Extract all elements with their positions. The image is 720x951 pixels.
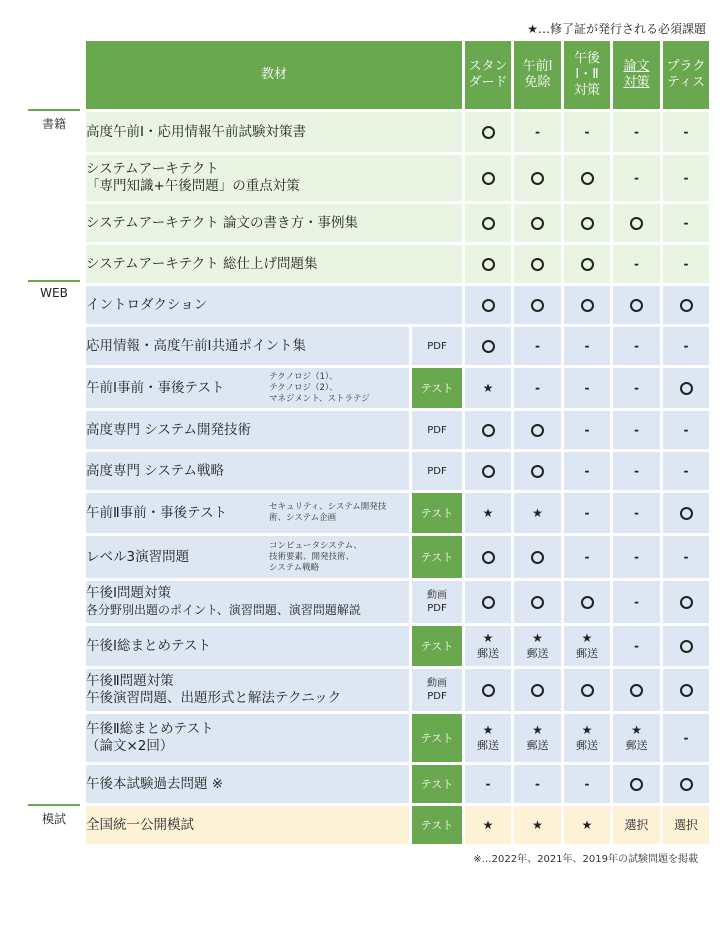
required-task-note: ★…修了証が発行される必須課題	[527, 22, 706, 36]
table-row	[86, 536, 709, 578]
material-name	[86, 245, 462, 283]
not-included-dash: -	[535, 124, 540, 139]
course-mark	[564, 669, 610, 711]
course-mark	[465, 765, 511, 803]
not-included-dash: -	[584, 422, 590, 437]
not-included-dash: -	[584, 338, 590, 353]
course-mark	[564, 626, 610, 666]
required-star-icon: ★	[482, 817, 494, 832]
mail-label: 郵送	[576, 647, 598, 660]
material-name-line: 午後Ⅰ総まとめテスト	[86, 637, 211, 654]
table-row	[86, 155, 709, 201]
course-mark	[663, 245, 709, 283]
included-circle-icon	[680, 778, 693, 791]
material-topic: テクノロジ（2）、	[269, 382, 338, 393]
material-name-line: 「専門知識+午後問題」の重点対策	[86, 178, 300, 194]
included-circle-icon	[680, 507, 693, 520]
course-mark	[514, 368, 561, 408]
not-included-dash: -	[584, 124, 590, 139]
table-header-row	[86, 41, 709, 109]
selectable-label: 選択	[624, 817, 649, 832]
header-standard: スタン ダード	[465, 41, 511, 109]
material-name	[86, 155, 462, 201]
required-star-icon: ★	[581, 631, 593, 645]
course-mark	[564, 493, 610, 533]
course-mark	[465, 806, 511, 844]
required-star-icon: ★	[532, 505, 543, 520]
not-included-dash: -	[683, 256, 689, 271]
course-mark	[564, 327, 610, 365]
course-mark	[613, 581, 660, 623]
table-row	[86, 327, 709, 365]
required-star-icon: ★	[532, 631, 543, 645]
course-mark	[514, 669, 561, 711]
test-badge: テスト	[412, 714, 462, 762]
course-mark	[663, 626, 709, 666]
included-circle-icon	[630, 299, 643, 312]
course-mark	[564, 245, 610, 283]
mail-label: 郵送	[477, 647, 499, 660]
material-name-line: システムアーキテクト	[86, 161, 219, 177]
table-row	[86, 452, 709, 490]
course-mark	[514, 245, 561, 283]
test-badge: テスト	[412, 765, 462, 803]
course-mark	[465, 368, 511, 408]
included-circle-icon	[482, 465, 495, 478]
course-mark	[613, 286, 660, 324]
material-topic: テクノロジ（1）、	[269, 371, 338, 382]
included-circle-icon	[680, 640, 693, 653]
course-mark	[663, 204, 709, 242]
included-circle-icon	[581, 299, 594, 312]
format-label: 動画 PDF	[412, 581, 462, 623]
not-included-dash: -	[535, 776, 540, 791]
required-star-icon: ★	[482, 380, 494, 395]
course-mark	[514, 806, 561, 844]
table-row	[86, 493, 709, 533]
course-mark	[663, 411, 709, 449]
course-mark	[514, 411, 561, 449]
course-mark	[465, 286, 511, 324]
not-included-dash: -	[683, 549, 689, 564]
header-am1-exempt: 午前Ⅰ 免除	[514, 41, 561, 109]
not-included-dash: -	[683, 463, 689, 478]
required-star-icon: ★	[482, 631, 494, 645]
material-topic: マネジメント、ストラテジ	[269, 393, 370, 404]
not-included-dash: -	[535, 380, 540, 395]
material-topic: コンピュータシステム、	[269, 540, 362, 551]
table-row	[86, 669, 709, 711]
included-circle-icon	[531, 299, 544, 312]
selectable-label: 選択	[673, 817, 698, 832]
included-circle-icon	[630, 778, 643, 791]
material-name	[86, 452, 409, 490]
included-circle-icon	[531, 424, 544, 437]
course-mark	[514, 286, 561, 324]
material-name	[86, 204, 462, 242]
required-star-icon: ★	[581, 723, 593, 737]
material-name	[86, 536, 409, 578]
required-star-icon: ★	[581, 817, 593, 832]
included-circle-icon	[531, 217, 544, 230]
material-name-line: 午後Ⅱ総まとめテスト	[86, 721, 214, 737]
table-row	[86, 286, 709, 324]
included-circle-icon	[482, 299, 495, 312]
included-circle-icon	[482, 126, 495, 139]
not-included-dash: -	[634, 124, 639, 139]
material-name-line: 各分野別出題のポイント、演習問題、演習問題解説	[86, 603, 361, 617]
materials-table	[83, 38, 712, 847]
not-included-dash: -	[683, 170, 689, 185]
not-included-dash: -	[634, 170, 639, 185]
material-name-line: 午後本試験過去問題 ※	[86, 775, 224, 792]
course-mark	[613, 327, 660, 365]
material-name	[86, 327, 409, 365]
format-label: PDF	[412, 411, 462, 449]
course-mark	[663, 286, 709, 324]
course-mark	[613, 536, 660, 578]
included-circle-icon	[531, 172, 544, 185]
course-mark	[663, 452, 709, 490]
table-row	[86, 581, 709, 623]
course-mark	[514, 327, 561, 365]
material-name-line: （論文×2回）	[86, 738, 174, 754]
material-name-line: 全国統一公開模試	[86, 816, 194, 833]
table-row	[86, 204, 709, 242]
included-circle-icon	[531, 551, 544, 564]
course-mark	[663, 765, 709, 803]
header-practice: プラク ティス	[663, 41, 709, 109]
not-included-dash: -	[683, 422, 689, 437]
course-mark	[564, 714, 610, 762]
included-circle-icon	[581, 684, 594, 697]
material-name-line: 高度専門 システム開発技術	[86, 421, 251, 438]
included-circle-icon	[581, 172, 594, 185]
material-name-line: 午前Ⅰ事前・事後テスト	[86, 379, 225, 396]
course-mark	[465, 112, 511, 152]
header-pm-prep: 午後 Ⅰ・Ⅱ 対策	[564, 41, 610, 109]
included-circle-icon	[680, 684, 693, 697]
course-mark	[663, 669, 709, 711]
course-mark	[564, 581, 610, 623]
test-badge: テスト	[412, 536, 462, 578]
not-included-dash: -	[634, 256, 639, 271]
test-badge: テスト	[412, 493, 462, 533]
material-name	[86, 626, 409, 666]
course-mark	[613, 368, 660, 408]
header-essay-prep: 論文 対策	[613, 41, 660, 109]
material-name	[86, 112, 462, 152]
test-badge: テスト	[412, 806, 462, 844]
not-included-dash: -	[485, 776, 491, 791]
course-mark	[663, 155, 709, 201]
course-mark	[465, 669, 511, 711]
included-circle-icon	[680, 596, 693, 609]
course-mark	[663, 714, 709, 762]
course-mark	[613, 669, 660, 711]
material-name	[86, 581, 409, 623]
mail-label: 郵送	[526, 647, 549, 660]
included-circle-icon	[482, 424, 495, 437]
course-mark	[465, 411, 511, 449]
material-name-line: 高度専門 システム戦略	[86, 462, 224, 479]
course-mark	[465, 452, 511, 490]
material-name-line: 高度午前Ⅰ・応用情報午前試験対策書	[86, 123, 306, 140]
format-label: PDF	[412, 327, 462, 365]
course-mark	[613, 112, 660, 152]
material-name	[86, 286, 462, 324]
format-label: 動画 PDF	[412, 669, 462, 711]
format-label: PDF	[412, 452, 462, 490]
table-row	[86, 806, 709, 844]
course-mark	[663, 806, 709, 844]
required-star-icon: ★	[631, 723, 642, 737]
included-circle-icon	[482, 258, 495, 271]
not-included-dash: -	[634, 549, 639, 564]
course-mark	[514, 204, 561, 242]
required-star-icon: ★	[532, 723, 543, 737]
course-mark	[514, 714, 561, 762]
material-name-line: レベル3演習問題	[86, 548, 190, 565]
mail-label: 郵送	[625, 739, 648, 752]
not-included-dash: -	[634, 594, 639, 609]
not-included-dash: -	[634, 463, 639, 478]
included-circle-icon	[630, 684, 643, 697]
course-mark	[613, 411, 660, 449]
table-row	[86, 368, 709, 408]
included-circle-icon	[531, 684, 544, 697]
included-circle-icon	[680, 299, 693, 312]
material-name-line: 午後Ⅱ問題対策	[86, 673, 174, 689]
not-included-dash: -	[584, 776, 590, 791]
material-name	[86, 669, 409, 711]
required-star-icon: ★	[482, 505, 494, 520]
included-circle-icon	[531, 258, 544, 271]
test-badge: テスト	[412, 368, 462, 408]
material-name	[86, 765, 409, 803]
course-mark	[465, 581, 511, 623]
course-mark	[465, 714, 511, 762]
course-mark	[613, 204, 660, 242]
course-mark	[613, 626, 660, 666]
course-mark	[514, 765, 561, 803]
course-mark	[613, 155, 660, 201]
material-topic: 技術要素、開発技術、	[269, 551, 355, 562]
course-mark	[613, 493, 660, 533]
course-mark	[465, 204, 511, 242]
table-row	[86, 112, 709, 152]
course-mark	[465, 327, 511, 365]
course-mark	[613, 714, 660, 762]
not-included-dash: -	[584, 505, 590, 520]
mail-label: 郵送	[576, 739, 598, 752]
included-circle-icon	[630, 217, 643, 230]
not-included-dash: -	[634, 338, 639, 353]
included-circle-icon	[581, 258, 594, 271]
material-name	[86, 493, 409, 533]
included-circle-icon	[581, 217, 594, 230]
material-name	[86, 714, 409, 762]
table-row	[86, 411, 709, 449]
included-circle-icon	[531, 596, 544, 609]
course-mark	[465, 626, 511, 666]
category-books: 書籍	[28, 109, 80, 132]
course-mark	[564, 536, 610, 578]
material-name-line: 午前Ⅱ事前・事後テスト	[86, 504, 228, 521]
not-included-dash: -	[584, 463, 590, 478]
mail-label: 郵送	[526, 739, 549, 752]
included-circle-icon	[482, 551, 495, 564]
material-name-line: システムアーキテクト 論文の書き方・事例集	[86, 214, 358, 231]
included-circle-icon	[680, 382, 693, 395]
course-mark	[564, 452, 610, 490]
included-circle-icon	[581, 596, 594, 609]
material-topic: 術、システム企画	[269, 513, 337, 523]
course-mark	[514, 493, 561, 533]
course-mark	[514, 536, 561, 578]
table-row	[86, 626, 709, 666]
not-included-dash: -	[634, 638, 639, 653]
course-mark	[514, 626, 561, 666]
material-name	[86, 368, 409, 408]
category-web: WEB	[28, 280, 80, 300]
course-mark	[663, 368, 709, 408]
course-mark	[564, 155, 610, 201]
course-mark	[465, 245, 511, 283]
course-mark	[514, 581, 561, 623]
included-circle-icon	[482, 340, 495, 353]
course-mark	[564, 411, 610, 449]
material-name	[86, 411, 409, 449]
course-mark	[564, 112, 610, 152]
course-mark	[613, 245, 660, 283]
course-mark	[564, 765, 610, 803]
test-badge: テスト	[412, 626, 462, 666]
included-circle-icon	[531, 465, 544, 478]
course-mark	[564, 368, 610, 408]
included-circle-icon	[482, 684, 495, 697]
course-mark	[613, 765, 660, 803]
course-mark	[514, 112, 561, 152]
not-included-dash: -	[535, 338, 540, 353]
course-mark	[514, 155, 561, 201]
course-mark	[564, 806, 610, 844]
material-name-line: 応用情報・高度午前Ⅰ共通ポイント集	[86, 337, 306, 354]
header-material: 教材	[86, 41, 462, 109]
course-mark	[564, 204, 610, 242]
material-topic: システム戦略	[269, 562, 320, 573]
course-mark	[564, 286, 610, 324]
included-circle-icon	[482, 217, 495, 230]
table-row	[86, 245, 709, 283]
material-name-line: システムアーキテクト 総仕上げ問題集	[86, 255, 318, 272]
not-included-dash: -	[634, 505, 639, 520]
category-mock-exam: 模試	[28, 804, 80, 827]
material-name	[86, 806, 409, 844]
course-mark	[663, 581, 709, 623]
course-mark	[663, 327, 709, 365]
not-included-dash: -	[683, 730, 689, 745]
course-mark	[514, 452, 561, 490]
required-star-icon: ★	[482, 723, 494, 737]
not-included-dash: -	[683, 338, 689, 353]
material-name-line: 午後Ⅰ問題対策	[86, 585, 171, 601]
mail-label: 郵送	[477, 739, 499, 752]
not-included-dash: -	[683, 215, 689, 230]
course-mark	[465, 493, 511, 533]
course-mark	[613, 806, 660, 844]
not-included-dash: -	[634, 380, 639, 395]
course-mark	[613, 452, 660, 490]
material-name-line: 午後演習問題、出題形式と解法テクニック	[86, 690, 342, 706]
course-mark	[663, 112, 709, 152]
not-included-dash: -	[584, 549, 590, 564]
included-circle-icon	[482, 596, 495, 609]
material-topic: セキュリティ、システム開発技	[269, 502, 387, 512]
footnote: ※…2022年、2021年、2019年の試験問題を掲載	[473, 854, 698, 865]
course-mark	[465, 155, 511, 201]
course-mark	[663, 536, 709, 578]
table-row	[86, 714, 709, 762]
table-row	[86, 765, 709, 803]
not-included-dash: -	[634, 422, 639, 437]
course-mark	[663, 493, 709, 533]
included-circle-icon	[482, 172, 495, 185]
course-mark	[465, 536, 511, 578]
not-included-dash: -	[584, 380, 590, 395]
material-name-line: イントロダクション	[86, 296, 208, 313]
not-included-dash: -	[683, 124, 689, 139]
required-star-icon: ★	[532, 817, 543, 832]
